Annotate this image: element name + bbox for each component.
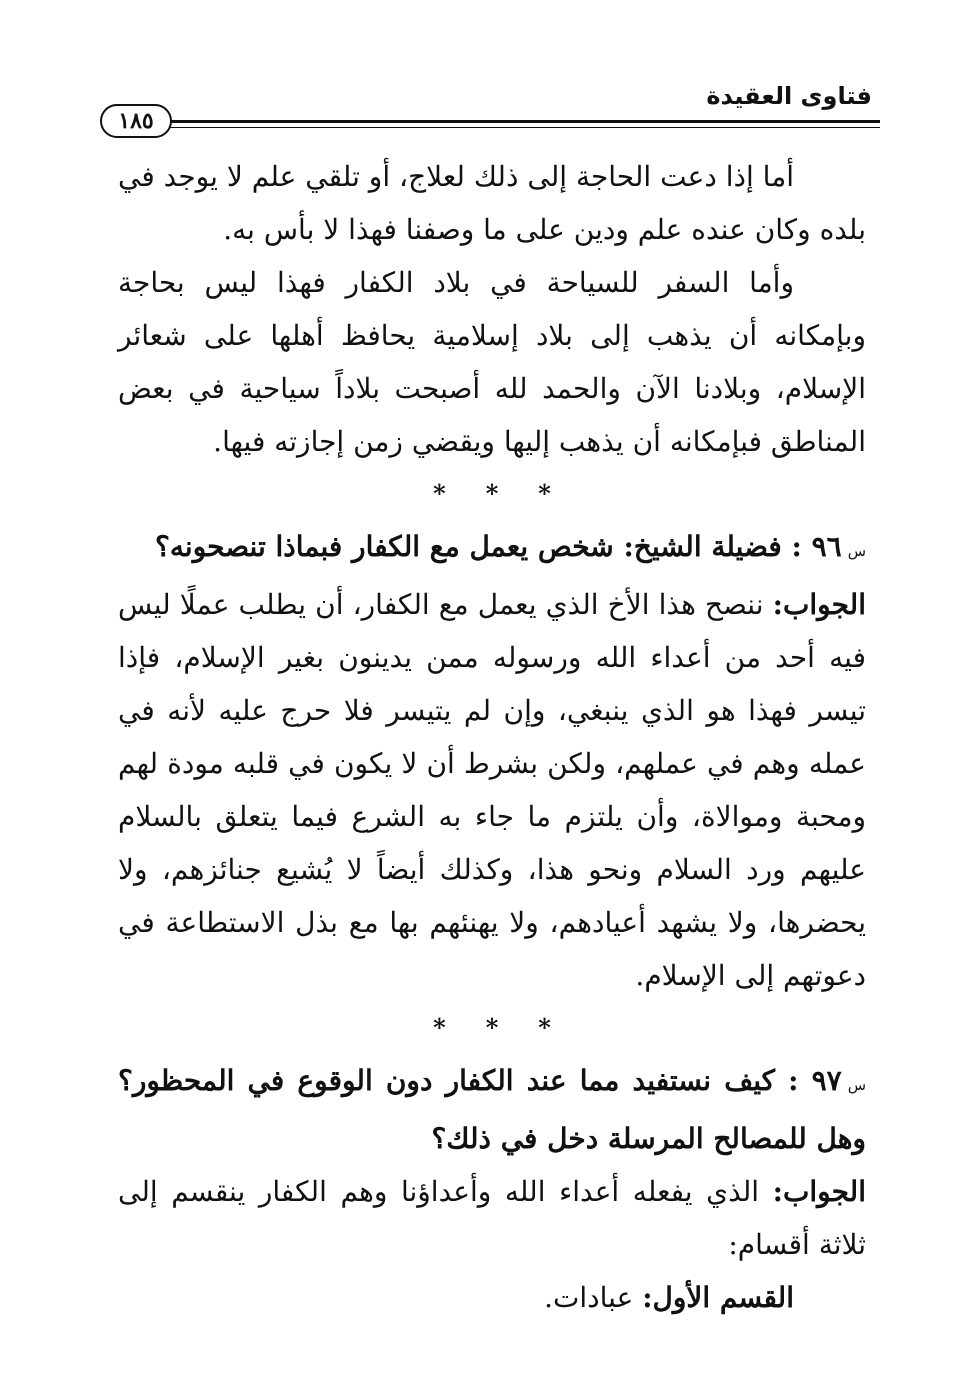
- answer-label: الجواب:: [772, 588, 866, 621]
- section-one-label: القسم الأول:: [642, 1281, 794, 1314]
- question-97: [118, 1054, 866, 1165]
- question-96-text: ٩٦ : فضيلة الشيخ: شخص يعمل مع الكفار فبماذا تنصحونه؟: [155, 530, 842, 563]
- paragraph-tourism-travel: وأما السفر للسياحة في بلاد الكفار فهذا ليس بحاجة وبإمكانه أن يذهب إلى بلاد إسلامية يحافظ أهلها على شعائر الإسلام، وبلادنا الآن والحمد لله أصبحت بلاداً سياحية في بعض المناطق فبإمكانه أن يذهب إليها ويقضي زمن إجازته فيها.: [118, 266, 866, 458]
- separator-star: *: [538, 1013, 551, 1042]
- section-one: [118, 1271, 866, 1324]
- header-rule: [170, 120, 880, 123]
- separator-star: *: [485, 479, 499, 508]
- header-rule-thin: [170, 127, 880, 128]
- separator-star: *: [433, 1013, 446, 1042]
- section-one-text: عبادات.: [544, 1281, 643, 1314]
- page-header: [100, 78, 880, 138]
- answer-97: [118, 1165, 866, 1271]
- question-marker: س: [847, 1076, 866, 1094]
- separator-star: *: [485, 1013, 499, 1042]
- paragraph-treatment-travel: أما إذا دعت الحاجة إلى ذلك لعلاج، أو تلقي علم لا يوجد في بلده وكان عنده علم ودين على ما وصفنا فهذا لا بأس به.: [118, 160, 866, 246]
- answer-96: [118, 578, 866, 1002]
- answer-label: الجواب:: [772, 1175, 866, 1208]
- section-separator: [118, 468, 866, 520]
- page-body: [118, 150, 866, 1324]
- section-separator: [118, 1002, 866, 1054]
- question-97-text: ٩٧ : كيف نستفيد مما عند الكفار دون الوقوع في المحظور؟ وهل للمصالح المرسلة دخل في ذلك؟: [118, 1064, 866, 1155]
- book-title: فتاوى العقيدة: [706, 82, 872, 110]
- separator-star: *: [433, 479, 446, 508]
- question-96: [118, 520, 866, 578]
- question-marker: س: [847, 542, 866, 560]
- page-number-badge: ١٨٥: [100, 104, 172, 138]
- separator-star: *: [538, 479, 551, 508]
- answer-96-text: ننصح هذا الأخ الذي يعمل مع الكفار، أن يطلب عملًا ليس فيه أحد من أعداء الله ورسوله ممن يدينون بغير الإسلام، فإذا تيسر فهذا هو الذي ينبغي، وإن لم يتيسر فلا حرج عليه لأنه في عمله وهم في عملهم، ولكن بشرط أن لا يكون في قلبه مودة لهم ومحبة وموالاة، وأن يلتزم ما جاء به الشرع فيما يتعلق بالسلام عليهم ورد السلام ونحو هذا، وكذلك أيضاً لا يُشيع جنائزهم، ولا يحضرها، ولا يشهد أعيادهم، ولا يهنئهم بها مع بذل الاستطاعة في دعوتهم إلى الإسلام.: [118, 588, 866, 992]
- answer-97-text: الذي يفعله أعداء الله وأعداؤنا وهم الكفار ينقسم إلى ثلاثة أقسام:: [118, 1175, 866, 1261]
